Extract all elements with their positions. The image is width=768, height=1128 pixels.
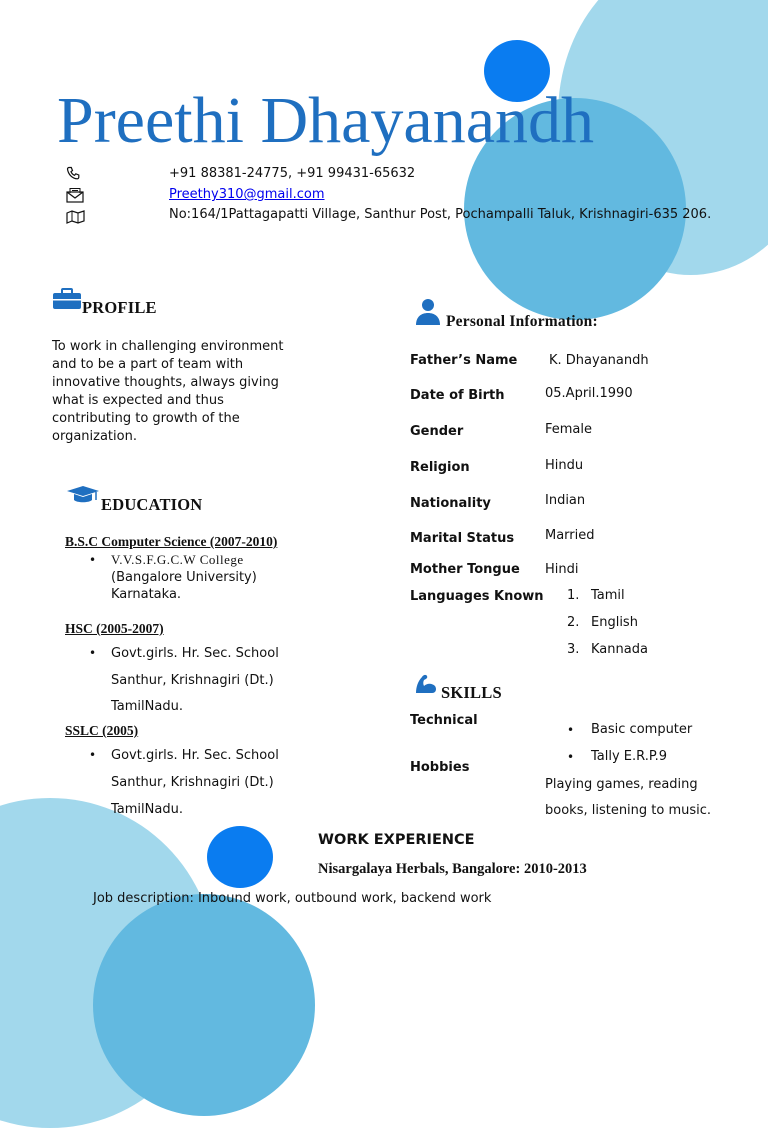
education-line: Govt.girls. Hr. Sec. School <box>111 646 279 661</box>
phone-numbers: +91 88381-24775, +91 99431-65632 <box>169 166 416 181</box>
skills-title: SKILLS <box>441 683 502 702</box>
language-name: Kannada <box>591 642 648 657</box>
personal-label: Mother Tongue <box>410 562 520 577</box>
education-line: Santhur, Krishnagiri (Dt.) <box>111 775 274 790</box>
education-line: (Bangalore University) <box>111 570 257 585</box>
candidate-name: Preethi Dhayanandh <box>57 84 594 157</box>
education-line: Karnataka. <box>111 587 182 602</box>
decor-circle-bottom-mid <box>93 894 315 1116</box>
address: No:164/1Pattagapatti Village, Santhur Post, Pochampalli Taluk, Krishnagiri-635 206. <box>169 207 712 222</box>
bullet-marker: • <box>89 553 97 567</box>
personal-value: Hindu <box>545 458 584 473</box>
profile-line: contributing to growth of the <box>52 411 240 426</box>
work-company: Nisargalaya Herbals, Bangalore: 2010-2013 <box>318 861 587 877</box>
decor-circle-bottom-small <box>207 826 273 888</box>
profile-line: what is expected and thus <box>52 393 224 408</box>
bullet-marker: • <box>89 748 97 762</box>
personal-value: K. Dhayanandh <box>549 353 649 368</box>
profile-text <box>52 338 284 446</box>
briefcase-icon <box>52 288 82 310</box>
technical-skill: Tally E.R.P.9 <box>591 749 668 764</box>
education-line: TamilNadu. <box>111 699 183 714</box>
language-name: Tamil <box>591 588 625 603</box>
personal-label: Date of Birth <box>410 388 505 403</box>
profile-line: and to be a part of team with <box>52 357 244 372</box>
email-link[interactable]: Preethy310@gmail.com <box>169 187 325 202</box>
personal-value: Hindi <box>545 562 579 577</box>
personal-label: Marital Status <box>410 531 515 546</box>
technical-label: Technical <box>410 713 478 728</box>
profile-title: PROFILE <box>82 298 157 317</box>
bullet-marker: • <box>567 723 575 737</box>
education-line: Govt.girls. Hr. Sec. School <box>111 748 279 763</box>
education-heading-sslc: SSLC (2005) <box>65 723 139 738</box>
profile-line: organization. <box>52 429 137 444</box>
hobbies-line: books, listening to music. <box>545 803 712 818</box>
graduation-cap-icon <box>66 485 100 505</box>
personal-value: Indian <box>545 493 586 508</box>
personal-label: Religion <box>410 460 470 475</box>
profile-line: innovative thoughts, always giving <box>52 375 279 390</box>
map-icon <box>66 209 86 225</box>
personal-label: Father’s Name <box>410 353 518 368</box>
language-number: 1. <box>567 588 580 603</box>
work-description: Job description: Inbound work, outbound work, backend work <box>93 891 492 906</box>
personal-label: Languages Known <box>410 589 544 604</box>
education-heading-hsc: HSC (2005-2007) <box>65 621 164 636</box>
personal-info-title: Personal Information: <box>446 313 598 330</box>
flexed-arm-icon <box>413 671 439 697</box>
hobbies-label: Hobbies <box>410 760 470 775</box>
technical-skill: Basic computer <box>591 722 693 737</box>
personal-value: Female <box>545 422 593 437</box>
personal-label: Nationality <box>410 496 491 511</box>
education-title: EDUCATION <box>101 495 203 514</box>
personal-value: Married <box>545 528 595 543</box>
envelope-icon <box>66 187 84 203</box>
education-line: TamilNadu. <box>111 802 183 817</box>
phone-icon <box>66 166 82 182</box>
language-name: English <box>591 615 638 630</box>
bullet-marker: • <box>567 750 575 764</box>
personal-label: Gender <box>410 424 464 439</box>
work-experience-title: WORK EXPERIENCE <box>318 832 475 848</box>
language-number: 3. <box>567 642 580 657</box>
language-number: 2. <box>567 615 580 630</box>
profile-line: To work in challenging environment <box>52 339 284 354</box>
personal-value: 05.April.1990 <box>545 386 633 401</box>
bullet-marker: • <box>89 646 97 660</box>
hobbies-line: Playing games, reading <box>545 777 698 792</box>
person-icon <box>414 298 442 326</box>
education-line: Santhur, Krishnagiri (Dt.) <box>111 673 274 688</box>
education-line: V.V.S.F.G.C.W College <box>111 552 244 567</box>
education-heading-bsc: B.S.C Computer Science (2007-2010) <box>65 534 278 549</box>
